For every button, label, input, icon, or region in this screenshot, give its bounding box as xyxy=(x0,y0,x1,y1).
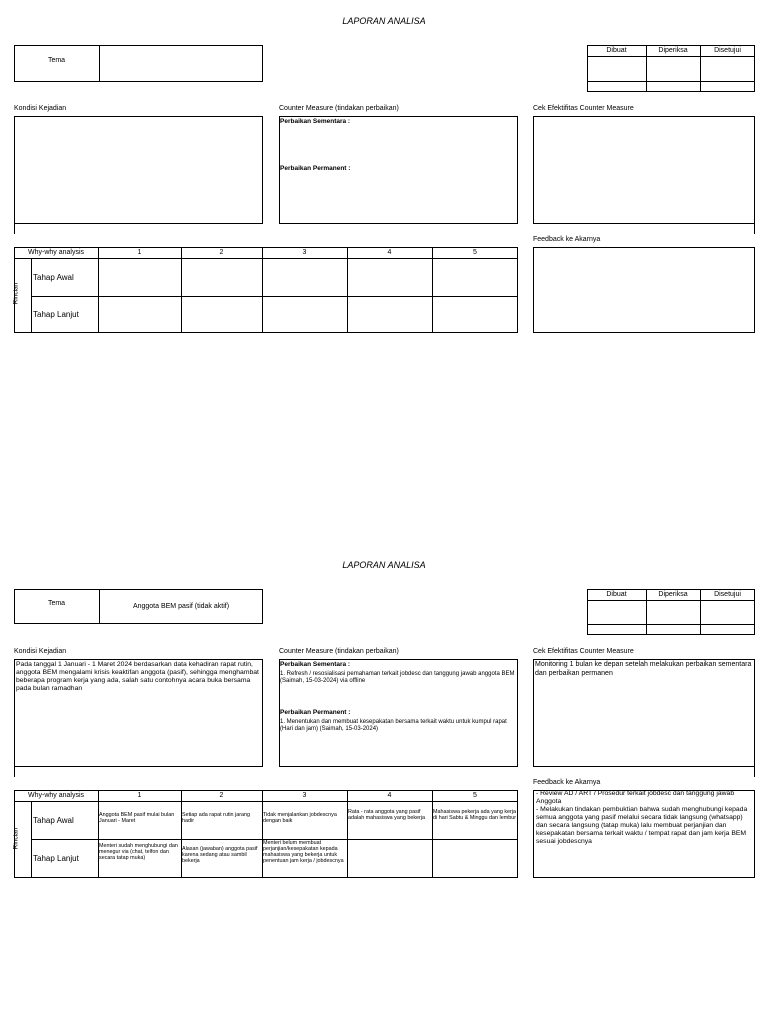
tahap-lanjut-cell-3: Menteri belum membuat perjanjian/kesepakatan kepada mahasiswa yang bekerja untuk penentuan jam kerja / jobdescnya xyxy=(263,840,344,864)
kondisi-box xyxy=(14,116,263,224)
why-vline-2 xyxy=(181,247,182,333)
rincian-label: Rincian xyxy=(12,282,20,305)
sementara-label: Perbaikan Sementara : xyxy=(280,661,351,668)
why-col-5: 5 xyxy=(473,249,477,256)
why-col-2: 2 xyxy=(219,249,224,256)
permanent-label: Perbaikan Permanent : xyxy=(280,165,351,172)
approval-dibuat: Dibuat xyxy=(606,47,627,54)
why-col-1: 1 xyxy=(137,249,142,256)
sementara-label: Perbaikan Sementara : xyxy=(280,118,351,125)
cek-label: Cek Efektifitas Counter Measure xyxy=(533,648,634,655)
why-vline-3 xyxy=(262,790,263,878)
tahap-awal-label: Tahap Awal xyxy=(33,815,74,825)
approval-hline-1 xyxy=(587,56,755,57)
tahap-awal-cell-1: Anggota BEM pasif mulai bulan Januari - Maret xyxy=(99,812,175,824)
why-vline-5 xyxy=(432,247,433,333)
permanent-label: Perbaikan Permanent : xyxy=(280,709,351,716)
tahap-awal-cell-4: Rata - rata anggota yang pasif adalah mahasiswa yang bekerja xyxy=(348,809,426,821)
approval-diperiksa: Diperiksa xyxy=(658,591,688,598)
kondisi-label: Kondisi Kejadian xyxy=(14,648,67,655)
why-col-4: 4 xyxy=(387,249,392,256)
approval-dibuat: Dibuat xyxy=(606,591,627,598)
permanent-text: 1. Menentukan dan membuat kesepakatan bersama terkait waktu untuk kumpul rapat (Hari dan jam) (Saimah, 15-03-2024) xyxy=(280,719,507,732)
feedback-list xyxy=(536,790,752,846)
rincian-label: Rincian xyxy=(12,827,20,850)
why-header: Why-why analysis xyxy=(27,249,84,256)
tick-1 xyxy=(14,224,15,234)
cek-label: Cek Efektifitas Counter Measure xyxy=(533,105,634,112)
doc-title: LAPORAN ANALISA xyxy=(342,560,426,570)
tahap-awal-cell-2: Setiap ada rapat rutin jarang hadir xyxy=(182,812,251,824)
approval-disetujui: Disetujui xyxy=(714,47,741,54)
sementara-text: 1. Refresh / resosialisasi pemahaman terkait jobdesc dan tanggung jawab anggota BEM (Saimah, 15-03-2024) via offline xyxy=(280,671,515,684)
cek-text: Monitoring 1 bulan ke depan setelah melakukan perbaikan sementara dan perbaikan permanen xyxy=(535,661,752,677)
tahap-awal-cell-3: Tidak menjalankan jobdescnya dengan baik xyxy=(263,812,337,824)
tick-1 xyxy=(14,767,15,777)
tema-label: Tema xyxy=(47,600,66,607)
why-vline-4 xyxy=(347,790,348,878)
counter-label: Counter Measure (tindakan perbaikan) xyxy=(279,105,399,112)
kondisi-label: Kondisi Kejadian xyxy=(14,105,67,112)
tahap-awal-cell-5: Mahasiswa pekerja ada yang kerja di hari Sabtu & Minggu dan lembur xyxy=(433,809,517,821)
cek-box xyxy=(533,116,755,224)
why-vline-4 xyxy=(347,247,348,333)
why-col-4: 4 xyxy=(387,792,392,799)
tema-value: Anggota BEM pasif (tidak aktif) xyxy=(132,603,230,610)
tahap-lanjut-cell-2: Alasan (jawaban) anggota pasif karena sedang atau sambil bekerja xyxy=(182,846,258,864)
why-col-3: 3 xyxy=(302,792,307,799)
feedback-item: - Review AD / ART / Prosedur terkait jobdesc dan tanggung jawab Anggota xyxy=(536,790,735,805)
why-vline-3 xyxy=(262,247,263,333)
approval-hline-2 xyxy=(587,81,755,82)
why-hline-2 xyxy=(31,296,518,297)
why-col-3: 3 xyxy=(302,249,307,256)
why-col-5: 5 xyxy=(473,792,477,799)
tema-divider xyxy=(99,45,100,82)
counter-label: Counter Measure (tindakan perbaikan) xyxy=(279,648,399,655)
feedback-label: Feedback ke Akarnya xyxy=(533,779,601,786)
why-vline-1 xyxy=(98,247,99,333)
feedback-item: - Melakukan tindakan pembuktian bahwa sudah menghubungi kepada semua anggota yang pasif melalui secara tidak langsung (whatsapp) dan secara langsung (tatap muka) lalu membuat perjanjian dan kesepakatan bersama terkait waktu / tempat rapat dan jam kerja BEM sesuai jobdescnya xyxy=(536,806,748,845)
feedback-label: Feedback ke Akarnya xyxy=(533,236,601,243)
tahap-lanjut-label: Tahap Lanjut xyxy=(33,854,79,863)
why-vline-2 xyxy=(181,790,182,878)
tick-2 xyxy=(754,767,755,777)
tema-label: Tema xyxy=(47,57,66,64)
approval-hline-1 xyxy=(587,600,755,601)
doc-title: LAPORAN ANALISA xyxy=(342,16,426,26)
approval-diperiksa: Diperiksa xyxy=(658,47,688,54)
tick-2 xyxy=(754,224,755,234)
tahap-lanjut-label: Tahap Lanjut xyxy=(33,310,79,319)
why-col-1: 1 xyxy=(137,792,142,799)
tahap-lanjut-cell-1: Menteri sudah menghubungi dan menegur via (chat, telfon dan secara tatap muka) xyxy=(99,843,178,861)
approval-hline-2 xyxy=(587,624,755,625)
feedback-box xyxy=(533,247,755,333)
why-vline-1 xyxy=(98,790,99,878)
tahap-awal-label: Tahap Awal xyxy=(33,272,74,282)
why-header: Why-why analysis xyxy=(27,792,84,799)
why-col-2: 2 xyxy=(219,792,224,799)
approval-disetujui: Disetujui xyxy=(714,591,741,598)
why-vline-5 xyxy=(432,790,433,878)
kondisi-text: Pada tanggal 1 Januari - 1 Maret 2024 berdasarkan data kehadiran rapat rutin, anggota BEM mengalami krisis keaktifan anggota (pasif), sehingga menghambat beberapa program kerja yang ada, salah satu contohnya acara buka bersama pada bulan ramadhan xyxy=(16,661,259,692)
